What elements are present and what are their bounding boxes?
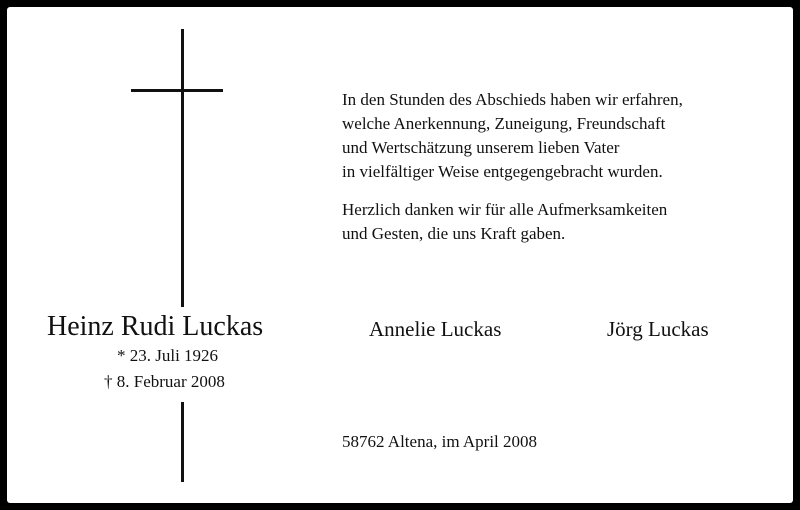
thank-you-message: [342, 88, 683, 246]
obituary-card: [7, 7, 793, 503]
paragraph-gap: [342, 184, 683, 198]
place-and-date: 58762 Altena, im April 2008: [342, 432, 538, 451]
cross-icon-stem: [181, 402, 184, 482]
birth-date: * 23. Juli 1926: [117, 346, 219, 365]
mourner-name: Annelie Luckas: [369, 317, 502, 341]
thanks-line: und Gesten, die uns Kraft gaben.: [342, 224, 566, 243]
deceased-name: Heinz Rudi Luckas: [47, 311, 264, 342]
cross-icon: [181, 29, 184, 307]
message-line: welche Anerkennung, Zuneigung, Freundschaft: [342, 114, 666, 133]
cross-icon-crossbar: [131, 89, 223, 92]
message-line: in vielfältiger Weise entgegengebracht wurden.: [342, 162, 663, 181]
message-line: und Wertschätzung unserem lieben Vater: [342, 138, 620, 157]
message-line: In den Stunden des Abschieds haben wir erfahren,: [342, 90, 683, 109]
death-date: † 8. Februar 2008: [104, 372, 225, 391]
mourner-name: Jörg Luckas: [607, 317, 709, 341]
thanks-line: Herzlich danken wir für alle Aufmerksamkeiten: [342, 200, 668, 219]
